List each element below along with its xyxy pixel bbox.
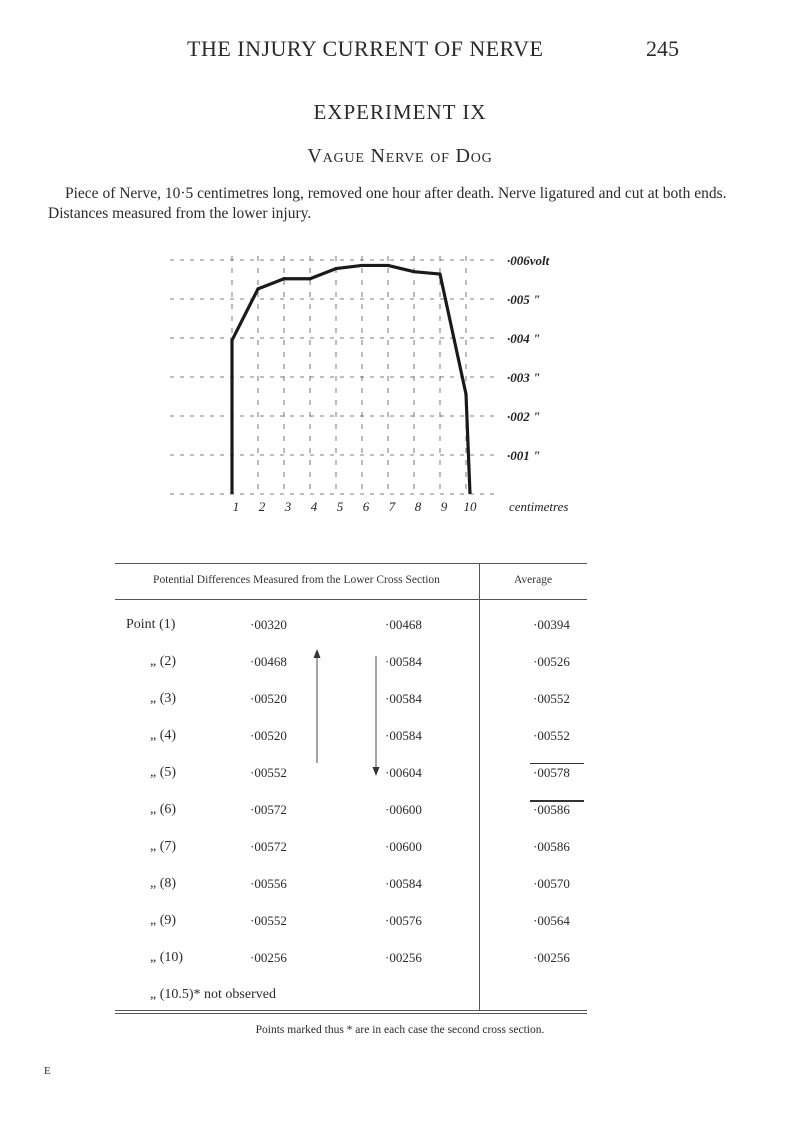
row-value-average: ·00256 <box>533 950 570 965</box>
row-value-average: ·00526 <box>533 654 570 669</box>
row-value-average: ·00586 <box>533 839 570 854</box>
series-point <box>334 267 337 270</box>
chart-x-ticks <box>233 499 477 514</box>
series-point <box>386 264 389 267</box>
x-tick-label: 8 <box>414 499 422 514</box>
x-tick-label: 5 <box>336 499 344 514</box>
experiment-title: EXPERIMENT IX <box>313 100 487 124</box>
range-arrow-down-head <box>373 767 380 776</box>
series-point <box>412 270 415 273</box>
row-value-first: ·00468 <box>250 654 287 669</box>
table-header-rule <box>115 599 587 600</box>
max-average-underline-7 <box>530 800 584 802</box>
series-curve <box>232 265 470 494</box>
row-value-average: ·00570 <box>533 876 570 891</box>
x-tick-label: 10 <box>463 499 477 514</box>
signature-mark: E <box>44 1065 51 1077</box>
x-tick-label: 1 <box>232 499 240 514</box>
chart-series <box>230 264 470 494</box>
row-value-first: ·00552 <box>250 765 287 780</box>
row-value-first: ·00256 <box>250 950 287 965</box>
row-value-second: ·00584 <box>385 728 422 743</box>
row-value-first: ·00552 <box>250 913 287 928</box>
row-value-second: ·00584 <box>385 691 422 706</box>
row-point-label: „ (2) <box>150 654 177 669</box>
chart-x-axis-label: centimetres <box>509 499 569 514</box>
experiment-subtitle: Vague Nerve of Dog <box>307 145 493 167</box>
row-value-average: ·00564 <box>533 913 570 928</box>
y-tick-label: ·004 " <box>507 331 541 346</box>
row-value-second: ·00584 <box>385 654 422 669</box>
table-footnote: Points marked thus * are in each case the second cross section. <box>255 1024 545 1036</box>
range-arrow-up-head <box>314 649 321 658</box>
row-point-label: „ (4) <box>150 728 177 743</box>
row-value-second: ·00604 <box>385 765 422 780</box>
table-column-divider <box>479 563 480 1010</box>
y-tick-label: ·005 " <box>507 292 541 307</box>
row-point-label: „ (10.5)* not observed <box>150 987 276 1002</box>
series-point <box>308 277 311 280</box>
x-tick-label: 7 <box>388 499 396 514</box>
series-point <box>464 393 467 396</box>
table-bottom-rule-1 <box>115 1010 587 1011</box>
y-tick-label: ·006volt <box>507 253 550 268</box>
table-bottom-rule-2 <box>115 1013 587 1014</box>
table-header-average: Average <box>513 574 553 586</box>
row-value-first: ·00320 <box>250 617 287 632</box>
row-value-second: ·00600 <box>385 802 422 817</box>
x-tick-label: 6 <box>362 499 370 514</box>
row-value-first: ·00572 <box>250 839 287 854</box>
row-value-first: ·00572 <box>250 802 287 817</box>
row-point-label: „ (3) <box>150 691 177 706</box>
row-point-label: „ (10) <box>150 950 184 965</box>
row-point-label: Point (1) <box>126 617 176 632</box>
row-point-label: „ (7) <box>150 839 177 854</box>
x-tick-label: 2 <box>258 499 266 514</box>
series-point <box>230 339 233 342</box>
row-point-label: „ (6) <box>150 802 177 817</box>
range-arrows <box>300 640 420 780</box>
y-tick-label: ·003 " <box>507 370 541 385</box>
x-tick-label: 9 <box>440 499 448 514</box>
y-tick-label: ·002 " <box>507 409 541 424</box>
row-point-label: „ (5) <box>150 765 177 780</box>
series-point <box>438 272 441 275</box>
row-value-average: ·00552 <box>533 728 570 743</box>
row-value-average: ·00552 <box>533 691 570 706</box>
experiment-description: Piece of Nerve, 10·5 centimetres long, removed one hour after death. Nerve ligatured and cut at both ends. Distances measured from the lower injury. <box>48 185 727 222</box>
series-point <box>256 287 259 290</box>
potential-chart <box>150 250 570 525</box>
row-value-average: ·00394 <box>533 617 570 632</box>
series-point <box>360 264 363 267</box>
chart-grid <box>170 256 499 494</box>
row-value-first: ·00520 <box>250 728 287 743</box>
row-value-average: ·00578 <box>533 765 570 780</box>
y-tick-label: ·001 " <box>507 448 541 463</box>
row-value-second: ·00256 <box>385 950 422 965</box>
row-value-first: ·00520 <box>250 691 287 706</box>
x-tick-label: 3 <box>284 499 292 514</box>
row-value-second: ·00584 <box>385 876 422 891</box>
series-point <box>282 277 285 280</box>
max-average-underline-6 <box>530 763 584 764</box>
table-top-rule <box>115 563 587 564</box>
row-value-second: ·00600 <box>385 839 422 854</box>
row-value-second: ·00468 <box>385 617 422 632</box>
x-tick-label: 4 <box>310 499 318 514</box>
row-point-label: „ (9) <box>150 913 177 928</box>
running-header-title: THE INJURY CURRENT OF NERVE <box>187 36 544 61</box>
row-value-average: ·00586 <box>533 802 570 817</box>
row-value-first: ·00556 <box>250 876 287 891</box>
page-number: 245 <box>646 36 679 61</box>
row-value-second: ·00576 <box>385 913 422 928</box>
table-header-main: Potential Differences Measured from the Lower Cross Section <box>153 574 440 586</box>
chart-y-ticks <box>507 253 550 463</box>
row-point-label: „ (8) <box>150 876 177 891</box>
